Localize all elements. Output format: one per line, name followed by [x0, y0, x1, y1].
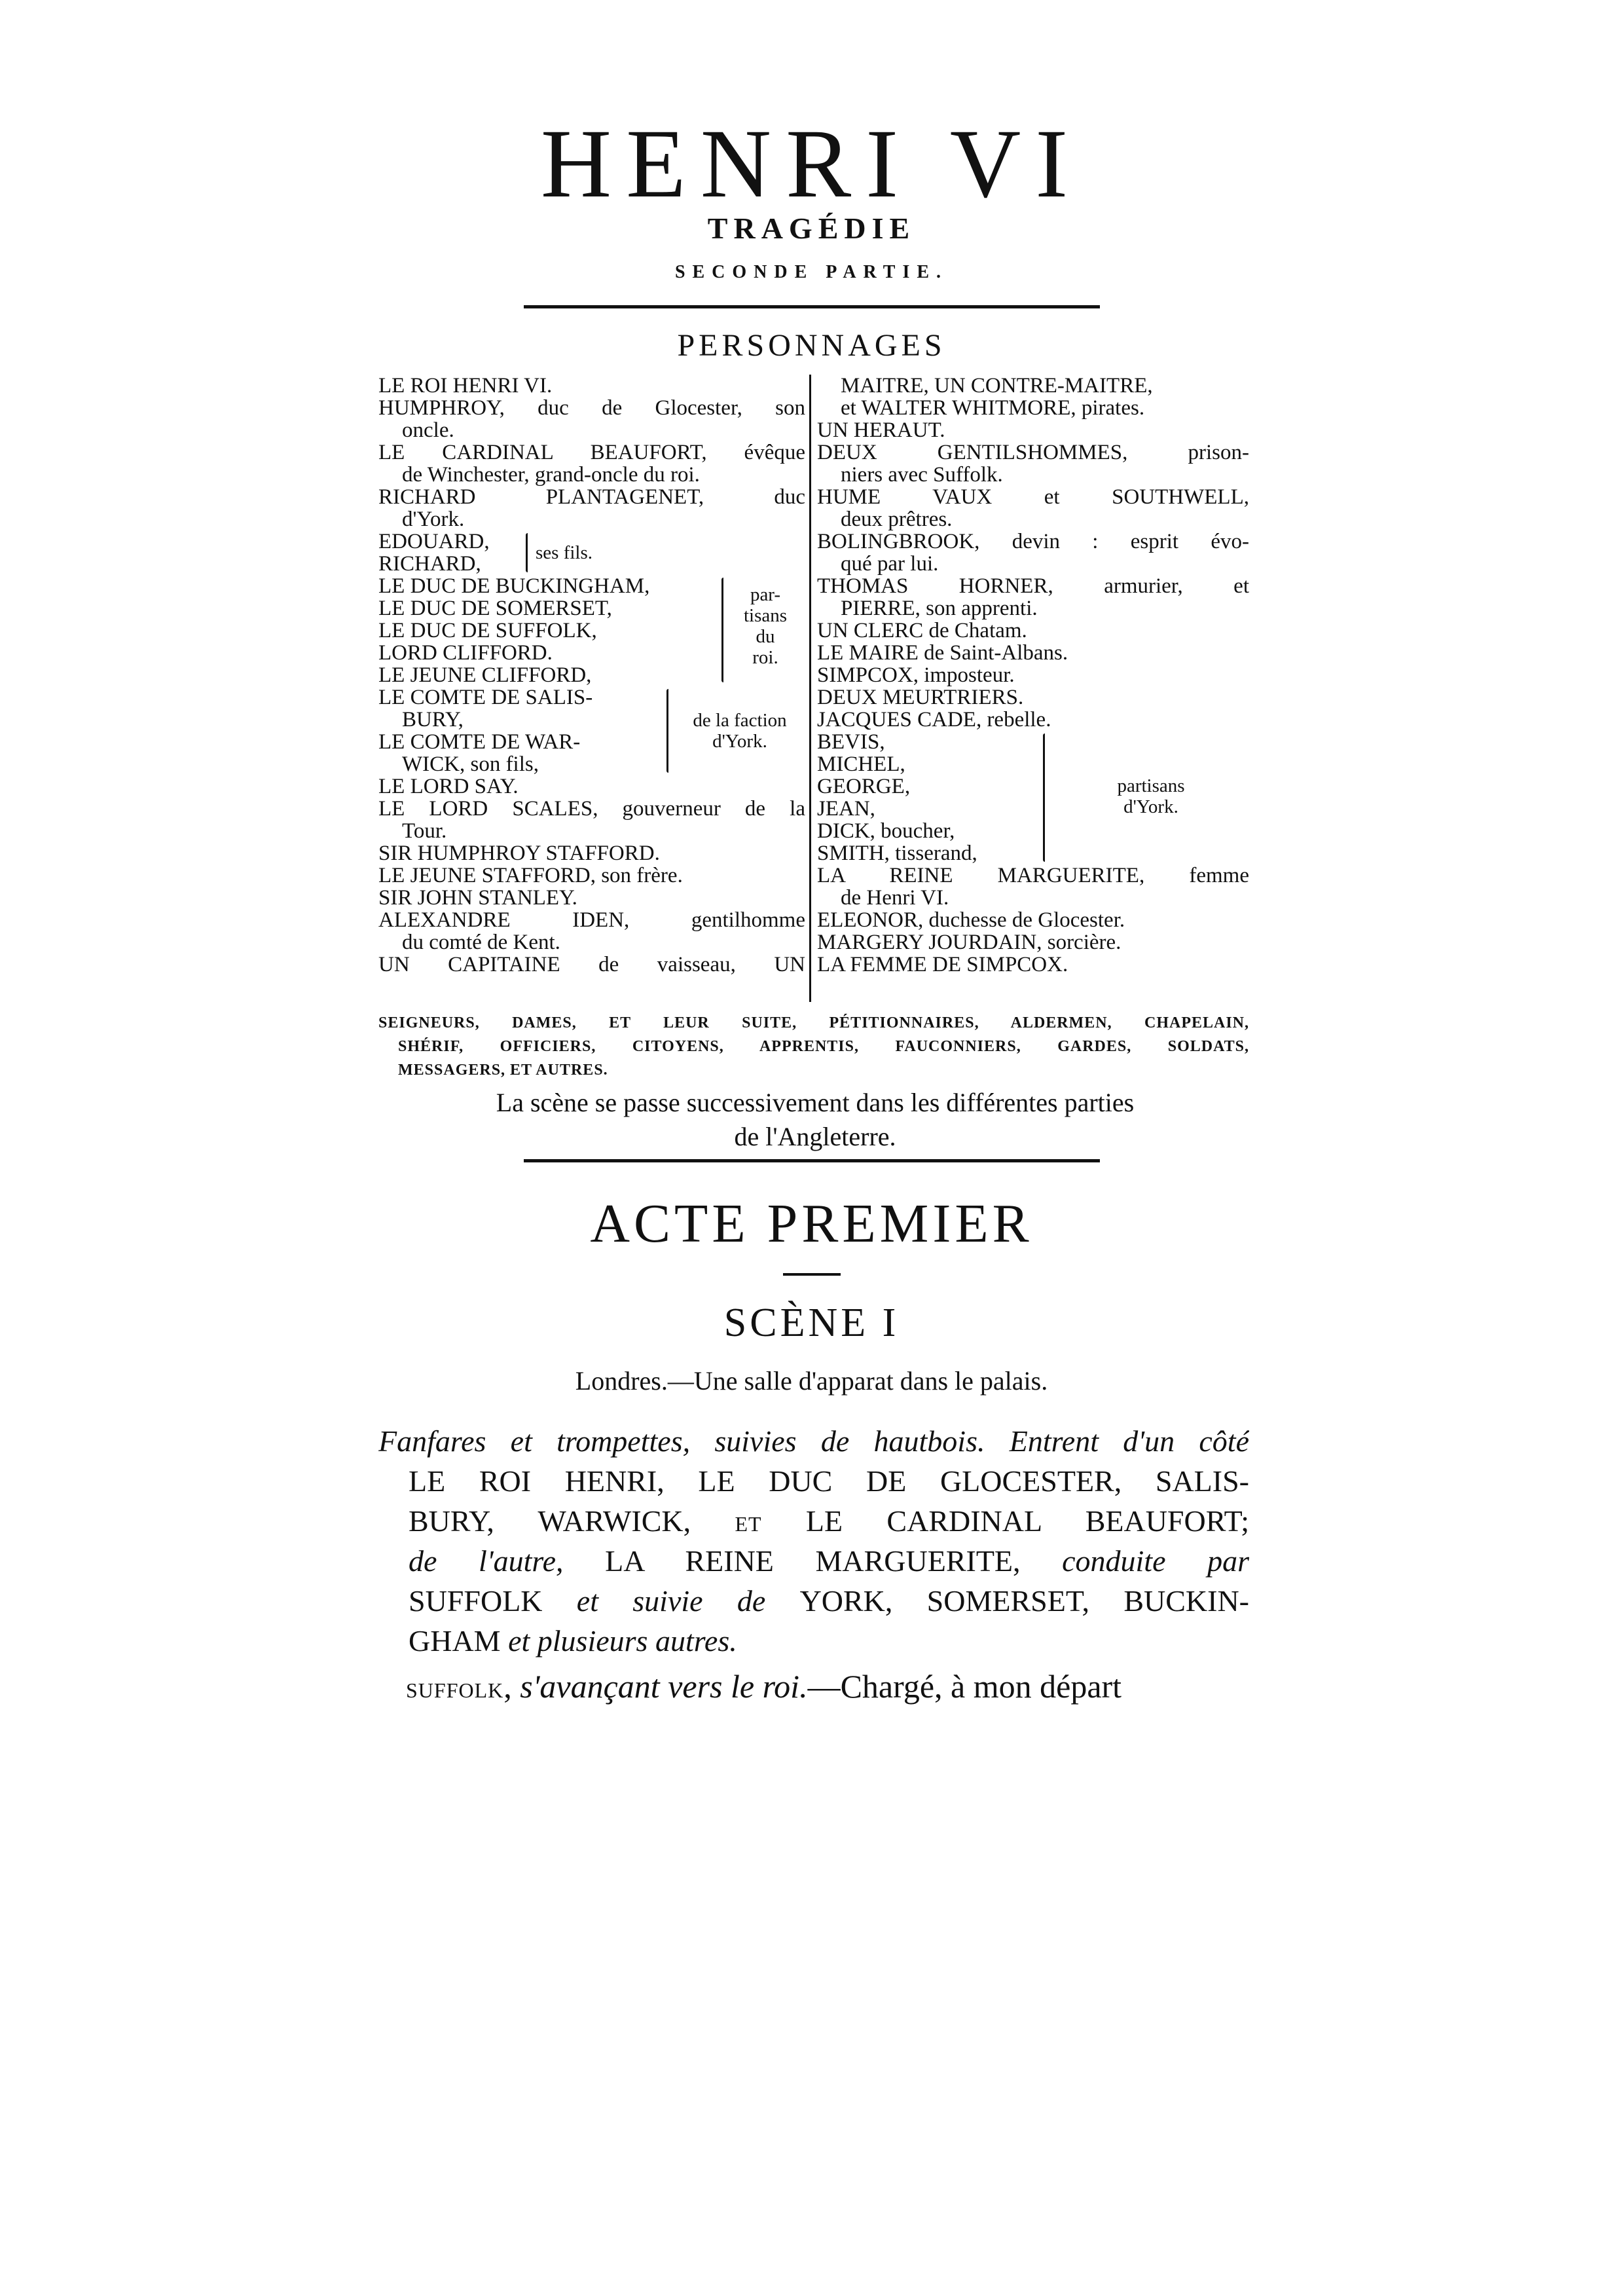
cast-group-partisans-roi: [378, 575, 805, 686]
group-label: [674, 710, 805, 752]
cast-entry: MAITRE, UN CONTRE-MAITRE,: [841, 375, 1153, 397]
cast-entry: LE ROI HENRI VI.: [378, 375, 553, 397]
column-divider: [809, 375, 811, 1002]
cast-entry: LORD CLIFFORD.: [378, 642, 553, 664]
stage-line: Fanfares et trompettes, suivies de hautbois. Entrent d'un côté: [378, 1424, 1249, 1458]
cast-entry: LE LORD SAY.: [378, 775, 519, 798]
group-label-line: partisans: [1117, 775, 1185, 796]
bracket: [526, 533, 528, 572]
stage-line: [378, 1621, 1249, 1661]
cast-entry: LE MAIRE de Saint-Albans.: [817, 642, 1068, 664]
group-label-line: du: [756, 626, 775, 647]
personnages-heading: PERSONNAGES: [677, 328, 946, 363]
cast-entry: RICHARD PLANTAGENET, duc: [378, 486, 805, 508]
stage-text: YORK, SOMERSET, BUCKIN-: [799, 1584, 1249, 1618]
speech-text: —Chargé, à mon départ: [807, 1668, 1122, 1705]
divider: [524, 305, 1100, 308]
cast-group-faction-york: [378, 686, 805, 775]
cast-entry: de Henri VI.: [841, 887, 949, 909]
cast-entry: LA REINE MARGUERITE, femme: [817, 864, 1249, 887]
cast-entry: EDOUARD,: [378, 530, 490, 553]
cast-entry: DEUX GENTILSHOMMES, prison-: [817, 441, 1249, 464]
cast-entry: RICHARD,: [378, 553, 481, 575]
cast-entry: LE DUC DE SOMERSET,: [378, 597, 612, 620]
cast-entry: JEAN,: [817, 798, 875, 820]
cast-entry: LE COMTE DE WAR-: [378, 731, 581, 753]
stage-text: de l'autre,: [409, 1544, 606, 1578]
stage-line: [378, 1581, 1249, 1621]
cast-entry: MARGERY JOURDAIN, sorcière.: [817, 931, 1122, 954]
cast-entry: ALEXANDRE IDEN, gentilhomme: [378, 909, 805, 931]
speech-direction: s'avançant vers le roi.: [520, 1668, 808, 1705]
group-label-line: de la faction: [693, 710, 787, 731]
cast-entry: UN CLERC de Chatam.: [817, 620, 1027, 642]
cast-entry: GEORGE,: [817, 775, 911, 798]
cast-entry: LA FEMME DE SIMPCOX.: [817, 954, 1068, 976]
stage-text: GHAM: [409, 1624, 509, 1657]
cast-entry: LE JEUNE CLIFFORD,: [378, 664, 592, 686]
group-label: ses fils.: [536, 542, 593, 563]
cast-entry: MICHEL,: [817, 753, 905, 775]
stage-line: LE ROI HENRI, LE DUC DE GLOCESTER, SALIS-: [409, 1464, 1249, 1498]
stage-line: [378, 1501, 1249, 1541]
extras-line: SHÉRIF, OFFICIERS, CITOYENS, APPRENTIS, FAUCONNIERS, GARDES, SOLDATS,: [398, 1038, 1249, 1055]
group-label-line: roi.: [752, 647, 778, 668]
cast-entry: LE JEUNE STAFFORD, son frère.: [378, 864, 683, 887]
cast-entry: THOMAS HORNER, armurier, et: [817, 575, 1249, 597]
stage-text: conduite par: [1062, 1544, 1249, 1578]
stage-text: LE CARDINAL BEAUFORT;: [761, 1504, 1249, 1538]
scene-title: SCÈNE I: [723, 1301, 900, 1345]
cast-entry: oncle.: [402, 419, 454, 441]
divider: [524, 1159, 1100, 1162]
cast-entry: DEUX MEURTRIERS.: [817, 686, 1024, 709]
cast-entry: deux prêtres.: [841, 508, 953, 530]
stage-text: SUFFOLK: [409, 1584, 577, 1618]
scene-note-line: La scène se passe successivement dans les différentes parties: [496, 1088, 1135, 1117]
cast-entry: Tour.: [402, 820, 447, 842]
cast-entry: du comté de Kent.: [402, 931, 560, 954]
cast-entry: BOLINGBROOK, devin : esprit évo-: [817, 530, 1249, 553]
play-subtitle: TRAGÉDIE: [707, 212, 916, 245]
cast-entry: niers avec Suffolk.: [841, 464, 1003, 486]
extras-list: [378, 1011, 1249, 1082]
cast-entry: SIMPCOX, imposteur.: [817, 664, 1015, 686]
cast-entry: LE DUC DE SUFFOLK,: [378, 620, 597, 642]
act-title: ACTE PREMIER: [590, 1193, 1033, 1254]
stage-text: et plusieurs autres.: [508, 1624, 737, 1657]
cast-entry: LE COMTE DE SALIS-: [378, 686, 593, 709]
scene-place: Londres.—Une salle d'apparat dans le palais.: [575, 1366, 1048, 1396]
cast-entry: LE LORD SCALES, gouverneur de la: [378, 798, 805, 820]
cast-entry: d'York.: [402, 508, 465, 530]
cast-entry: SMITH, tisserand,: [817, 842, 977, 864]
speaker-name: SUFFOLK: [406, 1678, 504, 1702]
scene-note-line: de l'Angleterre.: [734, 1122, 896, 1151]
stage-direction: [378, 1421, 1249, 1661]
cast-entry: HUME VAUX et SOUTHWELL,: [817, 486, 1249, 508]
group-label-line: d'York.: [712, 731, 767, 752]
cast-entry: LE CARDINAL BEAUFORT, évêque: [378, 441, 805, 464]
cast-entry: SIR JOHN STANLEY.: [378, 887, 577, 909]
stage-text: et suivie de: [576, 1584, 800, 1618]
group-label: [729, 584, 801, 668]
scene-note: [393, 1086, 1237, 1154]
short-divider: [783, 1273, 841, 1276]
stage-text: LA REINE MARGUERITE,: [605, 1544, 1063, 1578]
cast-group-partisans-york: [817, 731, 1249, 864]
cast-entry: ELEONOR, duchesse de Glocester.: [817, 909, 1125, 931]
cast-entry: SIR HUMPHROY STAFFORD.: [378, 842, 660, 864]
extras-line: MESSAGERS, ET AUTRES.: [398, 1062, 608, 1079]
group-label: [1072, 775, 1230, 817]
cast-entry: HUMPHROY, duc de Glocester, son: [378, 397, 805, 419]
cast-group-sons: [378, 530, 805, 575]
stage-text: ET: [735, 1512, 762, 1536]
group-label-line: d'York.: [1123, 796, 1178, 817]
group-label-line: tisans: [743, 605, 788, 626]
cast-entry: WICK, son fils,: [402, 753, 539, 775]
cast-entry: BURY,: [402, 709, 464, 731]
bracket: [1043, 733, 1045, 862]
cast-entry: JACQUES CADE, rebelle.: [817, 709, 1051, 731]
play-part: SECONDE PARTIE.: [674, 262, 949, 282]
cast-entry: et WALTER WHITMORE, pirates.: [841, 397, 1145, 419]
cast-right-column: [817, 375, 1249, 976]
play-title: HENRI VI: [540, 109, 1083, 218]
cast-entry: BEVIS,: [817, 731, 885, 753]
cast-entry: UN HERAUT.: [817, 419, 945, 441]
bracket: [666, 689, 668, 773]
group-label-line: par-: [750, 584, 781, 605]
extras-line: SEIGNEURS, DAMES, ET LEUR SUITE, PÉTITIONNAIRES, ALDERMEN, CHAPELAIN,: [378, 1014, 1249, 1031]
bracket: [721, 578, 723, 682]
stage-line: [378, 1541, 1249, 1581]
cast-entry: qué par lui.: [841, 553, 939, 575]
cast-entry: UN CAPITAINE de vaisseau, UN: [378, 954, 805, 976]
cast-entry: DICK, boucher,: [817, 820, 955, 842]
cast-left-column: [378, 375, 805, 976]
cast-entry: PIERRE, son apprenti.: [841, 597, 1038, 620]
stage-text: BURY, WARWICK,: [409, 1504, 735, 1538]
cast-entry: LE DUC DE BUCKINGHAM,: [378, 575, 650, 597]
cast-entry: de Winchester, grand-oncle du roi.: [402, 464, 700, 486]
speech: SUFFOLK, s'avançant vers le roi.—Chargé, à mon départ: [406, 1668, 1122, 1705]
